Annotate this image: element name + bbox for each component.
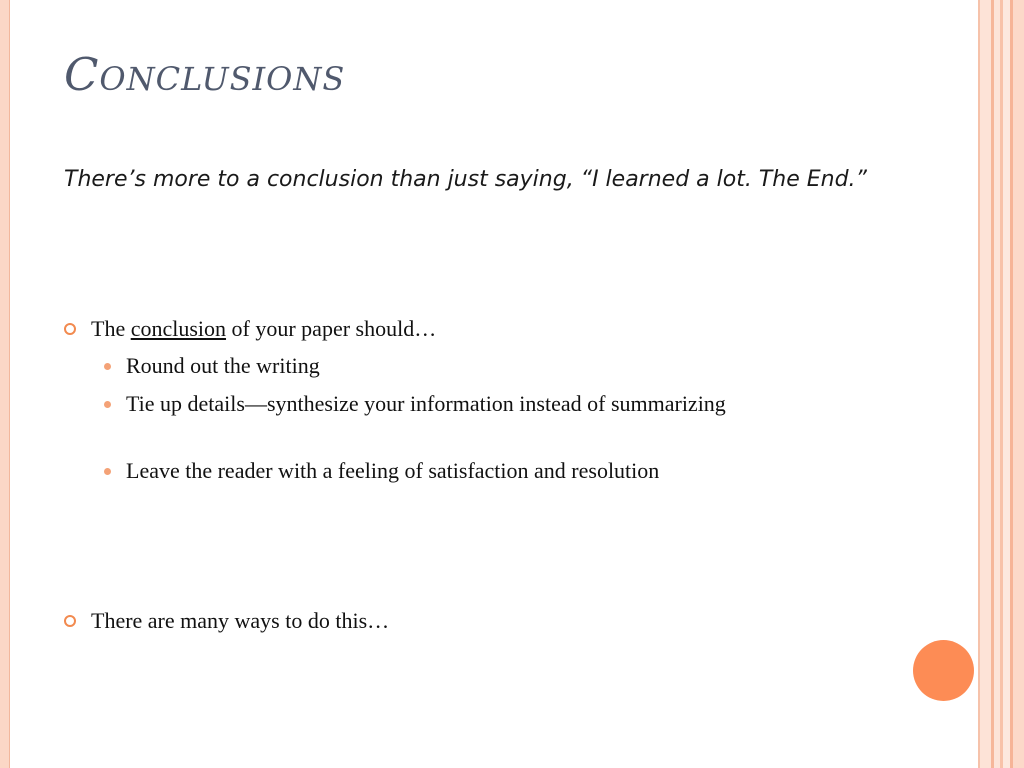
sub-bullet-item: [104, 456, 784, 486]
ring-bullet-icon: [64, 615, 76, 627]
right-stripe-decoration: [978, 0, 1024, 768]
bullet-many-ways: [64, 606, 389, 636]
sub-bullet-item: [104, 389, 784, 419]
sub-bullet-text: Tie up details—synthesize your information instead of summarizing: [126, 391, 726, 416]
bullet-suffix: of your paper should…: [226, 316, 437, 341]
dot-bullet-icon: [104, 468, 111, 475]
bullet-conclusion: [64, 314, 436, 344]
slide-subtitle: There’s more to a conclusion than just saying, “I learned a lot. The End.”: [64, 167, 867, 192]
bullet-text: [91, 314, 436, 344]
dot-bullet-icon: [104, 401, 111, 408]
sub-bullet-text: Round out the writing: [126, 353, 320, 378]
orange-circle-decoration: [913, 640, 974, 701]
slide-title: Conclusions: [64, 48, 346, 101]
bullet-underlined-word: conclusion: [130, 316, 227, 341]
left-border-decoration: [0, 0, 10, 768]
bullet-prefix: The: [91, 316, 131, 341]
dot-bullet-icon: [104, 363, 111, 370]
ring-bullet-icon: [64, 323, 76, 335]
sub-bullet-item: [104, 351, 784, 381]
sub-bullet-text: Leave the reader with a feeling of satisfaction and resolution: [126, 458, 660, 483]
bullet-text: There are many ways to do this…: [91, 608, 390, 633]
